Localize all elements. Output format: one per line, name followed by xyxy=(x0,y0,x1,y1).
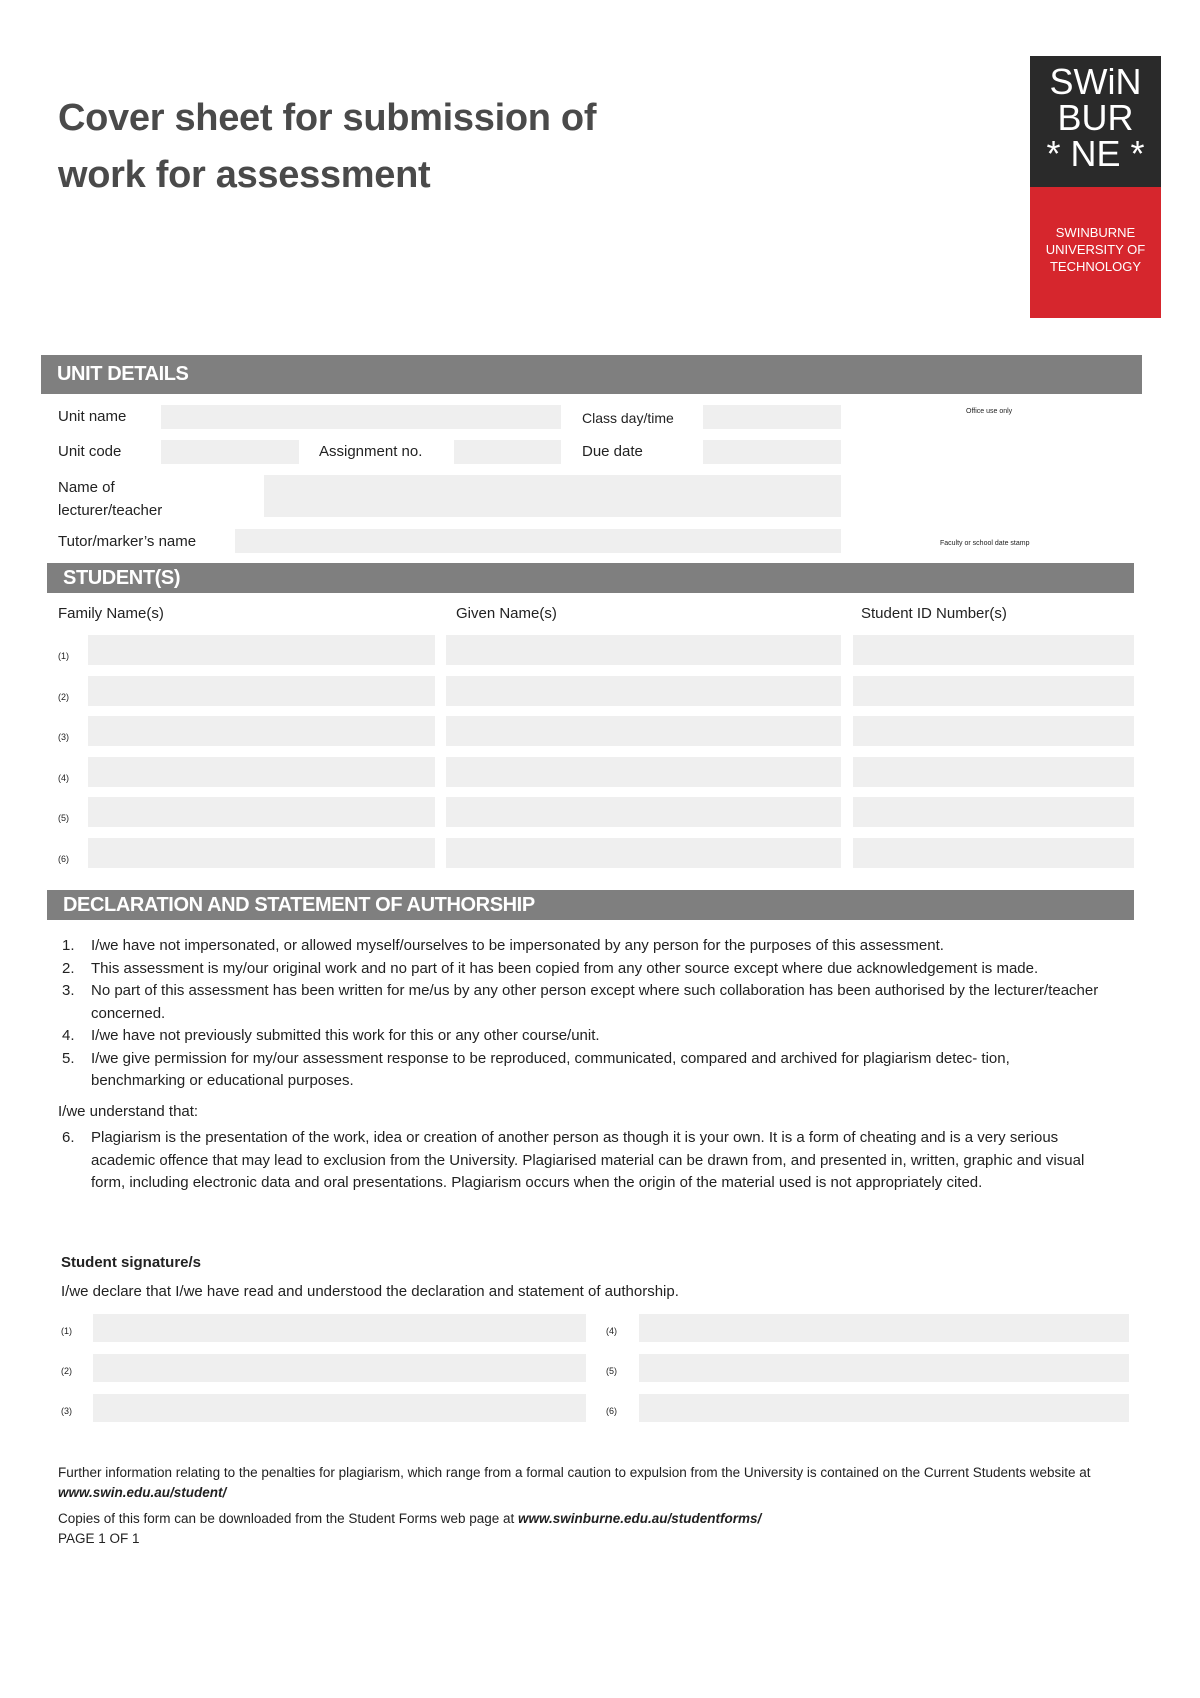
sig-number: (3) xyxy=(61,1406,72,1416)
page-title xyxy=(58,90,678,204)
student-id-header: Student ID Number(s) xyxy=(861,605,1007,622)
assignment-no-input[interactable] xyxy=(454,440,561,464)
signature-heading: Student signature/s xyxy=(61,1254,202,1271)
row-number: (2) xyxy=(58,692,69,702)
understand-line: I/we understand that: xyxy=(58,1102,199,1120)
item-text: This assessment is my/our original work and no part of it has been copied from any other source except where due acknowledgement is made. xyxy=(91,959,1039,977)
item-number: 4. xyxy=(62,1027,75,1044)
sig-number: (2) xyxy=(61,1366,72,1376)
item-text: No part of this assessment has been written for me/us by any other person except where such collaboration has been authorised by the lecturer/teacher concerned. xyxy=(91,982,1099,1022)
class-day-time-label: Class day/time xyxy=(582,410,674,426)
logo-line1: SWiN xyxy=(1049,61,1142,102)
item-number: 1. xyxy=(62,937,75,954)
item-number: 3. xyxy=(62,982,75,999)
student-id-input-1[interactable] xyxy=(853,635,1134,665)
declaration-list xyxy=(58,935,1108,1195)
tutor-input[interactable] xyxy=(235,529,841,553)
row-number: (4) xyxy=(58,773,69,783)
declaration-item xyxy=(58,1048,1108,1093)
family-name-input-6[interactable] xyxy=(88,838,435,868)
signature-input-5[interactable] xyxy=(639,1354,1129,1382)
unit-code-label: Unit code xyxy=(58,443,122,460)
student-id-input-3[interactable] xyxy=(853,716,1134,746)
logo-subtitle xyxy=(1030,187,1161,318)
swinburne-logo xyxy=(1030,56,1161,318)
logo-line2: BUR xyxy=(1057,97,1134,138)
date-stamp-label: Faculty or school date stamp xyxy=(940,540,1030,547)
office-use-label: Office use only xyxy=(966,408,1013,415)
unit-name-label: Unit name xyxy=(58,408,127,425)
signature-input-6[interactable] xyxy=(639,1394,1129,1422)
due-date-input[interactable] xyxy=(703,440,841,464)
logo-sub1: SWINBURNE xyxy=(1055,225,1136,240)
sig-number: (1) xyxy=(61,1326,72,1336)
family-name-input-3[interactable] xyxy=(88,716,435,746)
item-number: 2. xyxy=(62,959,75,977)
row-number: (1) xyxy=(58,651,69,661)
family-name-input-2[interactable] xyxy=(88,676,435,706)
student-forms-link[interactable]: www.swinburne.edu.au/studentforms/ xyxy=(518,1511,762,1526)
footer-copies-text: Copies of this form can be downloaded from the Student Forms web page at xyxy=(58,1511,515,1526)
given-name-input-2[interactable] xyxy=(446,676,841,706)
item-text: I/we have not previously submitted this work for this or any other course/unit. xyxy=(91,1027,600,1044)
row-number: (3) xyxy=(58,732,69,742)
page-title-line1: Cover sheet for submission of xyxy=(58,97,597,139)
footer-info-text: Further information relating to the penalties for plagiarism, which range from a formal caution to expulsion from the University is contained on the Current Students website at xyxy=(58,1465,1091,1480)
given-name-input-5[interactable] xyxy=(446,797,841,827)
item-text: Plagiarism is the presentation of the work, idea or creation of another person as though it is your own. It is a form of cheating and is a very serious academic offence that may lead to exclusion from the University. Plagiarised material can be drawn from, and presented in, written, graphic and visual form, including electronic data and oral presentations. Plagiarism occurs when the origin of the material used is not appropriately cited. xyxy=(91,1129,1085,1191)
students-header: STUDENT(S) xyxy=(47,563,1134,593)
student-id-input-2[interactable] xyxy=(853,676,1134,706)
row-number: (5) xyxy=(58,813,69,823)
declaration-item xyxy=(58,1025,1108,1048)
student-id-input-5[interactable] xyxy=(853,797,1134,827)
signature-input-1[interactable] xyxy=(93,1314,586,1342)
student-site-link[interactable]: www.swin.edu.au/student/ xyxy=(58,1485,227,1500)
given-name-input-3[interactable] xyxy=(446,716,841,746)
lecturer-label xyxy=(58,476,162,522)
class-day-time-input[interactable] xyxy=(703,405,841,429)
unit-details-header: UNIT DETAILS xyxy=(41,355,1142,394)
footer-copies xyxy=(58,1509,1148,1529)
family-name-header: Family Name(s) xyxy=(58,605,164,622)
declaration-header: DECLARATION AND STATEMENT OF AUTHORSHIP xyxy=(47,890,1134,920)
sig-number: (5) xyxy=(606,1366,617,1376)
page-title-line2: work for assessment xyxy=(58,154,431,196)
declaration-item xyxy=(58,935,1108,958)
family-name-input-5[interactable] xyxy=(88,797,435,827)
assignment-no-label: Assignment no. xyxy=(319,443,423,460)
unit-name-input[interactable] xyxy=(161,405,561,429)
lecturer-input[interactable] xyxy=(264,475,841,517)
signature-statement: I/we declare that I/we have read and understood the declaration and statement of authorship. xyxy=(61,1283,679,1300)
signature-input-2[interactable] xyxy=(93,1354,586,1382)
signature-input-3[interactable] xyxy=(93,1394,586,1422)
item-text: I/we have not impersonated, or allowed myself/ourselves to be impersonated by any person for the purposes of this assessment. xyxy=(91,937,944,954)
logo-wordmark xyxy=(1030,56,1161,187)
item-number: 5. xyxy=(62,1049,75,1067)
lecturer-label-line2: lecturer/teacher xyxy=(58,502,163,519)
due-date-label: Due date xyxy=(582,443,643,460)
page-number: PAGE 1 OF 1 xyxy=(58,1531,140,1546)
given-name-header: Given Name(s) xyxy=(456,605,557,622)
family-name-input-4[interactable] xyxy=(88,757,435,787)
given-name-input-4[interactable] xyxy=(446,757,841,787)
sig-number: (6) xyxy=(606,1406,617,1416)
declaration-item xyxy=(58,1127,1108,1195)
footer-info xyxy=(58,1463,1148,1503)
student-id-input-4[interactable] xyxy=(853,757,1134,787)
unit-code-input[interactable] xyxy=(161,440,299,464)
item-text: I/we give permission for my/our assessment response to be reproduced, communicated, compared and archived for plagiarism detec- tion, benchmarking or educational purposes. xyxy=(91,1049,1010,1089)
logo-line3: * NE * xyxy=(1046,133,1145,174)
sig-number: (4) xyxy=(606,1326,617,1336)
logo-sub2: UNIVERSITY OF xyxy=(1045,242,1146,257)
logo-sub3: TECHNOLOGY xyxy=(1049,259,1141,274)
signature-input-4[interactable] xyxy=(639,1314,1129,1342)
item-number: 6. xyxy=(62,1129,75,1146)
lecturer-label-line1: Name of xyxy=(58,479,115,496)
student-id-input-6[interactable] xyxy=(853,838,1134,868)
declaration-item xyxy=(58,958,1108,981)
given-name-input-1[interactable] xyxy=(446,635,841,665)
family-name-input-1[interactable] xyxy=(88,635,435,665)
row-number: (6) xyxy=(58,854,69,864)
given-name-input-6[interactable] xyxy=(446,838,841,868)
declaration-item xyxy=(58,980,1108,1025)
tutor-label: Tutor/marker’s name xyxy=(58,533,197,550)
